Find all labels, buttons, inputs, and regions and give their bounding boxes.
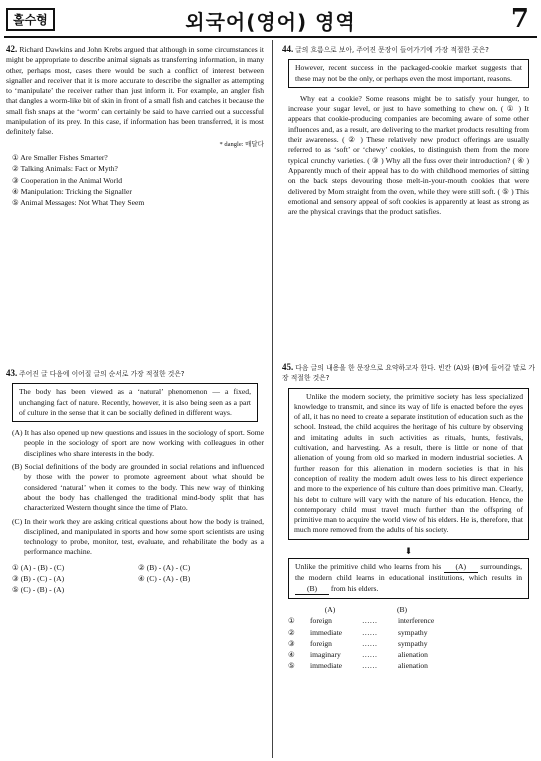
- q45-option-5[interactable]: ⑤ immediate …… alienation: [288, 661, 428, 671]
- question-45: [282, 362, 535, 673]
- page-number: 7: [510, 4, 529, 34]
- blank-b: (B): [295, 584, 329, 595]
- q43-option-5[interactable]: ⑤ (C) - (B) - (A): [12, 585, 65, 595]
- column-divider: [272, 40, 273, 758]
- question-43: [6, 368, 264, 597]
- q44-given-box: However, recent success in the packaged-cookie market suggests that these may not be the only, or perhaps even the most important, reasons.: [288, 59, 529, 88]
- q45-summary-box: Unlike the primitive child who learns from his (A) surroundings, the modern child learns in educational institutions, which results in (B) from his elders.: [288, 558, 529, 599]
- q43-prompt: 43. 주어진 글 다음에 이어질 글의 순서로 가장 적절한 것은?: [6, 368, 185, 378]
- exam-type-badge: 홀수형: [6, 8, 55, 31]
- down-arrow-icon: ⬇: [404, 545, 413, 556]
- q45-option-4[interactable]: ④ imaginary …… alienation: [288, 650, 428, 660]
- q43-option-1[interactable]: ① (A) - (B) - (C): [12, 562, 65, 572]
- q42-option-3[interactable]: ③ Cooperation in the Animal World: [12, 175, 123, 185]
- q45-option-3[interactable]: ③ foreign …… sympathy: [288, 638, 428, 648]
- q42-gloss: * dangle: 매달다: [219, 140, 264, 148]
- q42-passage: 42. Richard Dawkins and John Krebs argued that although in some circumstances it might be appropriate to describe animal signals as transferring information, in many other, perhaps most, cases there would be such a conflict of interest between signaller and receiver that it is more accurate to describe the signaller as attempting to ‘manipulate’ the receiver rather than just inform it. For example, an angler fish that dangles a worm-like bit of skin in front of a small fish and catches it because the small fish snaps at the ‘worm’ can certainly be said to have carried out a successful manipulation of its prey. In this case, if information has been transferred, it is most definitely false.: [6, 44, 265, 137]
- q43-option-2[interactable]: ② (B) - (A) - (C): [138, 562, 191, 572]
- question-44: [282, 44, 535, 217]
- q43-section-a: (A) It has also opened up new questions and issues in the sociology of sport. Some people in the sociology of sport are now working with colleagues in other disciplines who share interests in the body.: [12, 428, 264, 458]
- q43-given-box: The body has been viewed as a ‘natural’ phenomenon — a fixed, unchanging fact of nature. Recently, however, it is also being seen as a part of culture in the sense that it can be socially defined in different ways.: [12, 383, 258, 422]
- q43-option-3[interactable]: ③ (B) - (C) - (A): [12, 574, 65, 584]
- q42-option-4[interactable]: ④ Manipulation: Tricking the Signaller: [12, 186, 132, 196]
- header-divider: [4, 36, 537, 38]
- q43-option-4[interactable]: ④ (C) - (A) - (B): [138, 574, 191, 584]
- q44-prompt: 44. 글의 흐름으로 보아, 주어진 문장이 들어가기에 가장 적절한 곳은?: [282, 44, 489, 54]
- q42-number: 42.: [6, 44, 18, 54]
- page-header: [0, 0, 541, 40]
- q42-option-2[interactable]: ② Talking Animals: Fact or Myth?: [12, 164, 118, 174]
- q45-option-1[interactable]: ① foreign …… interference: [288, 616, 435, 626]
- q43-section-c: (C) In their work they are asking critical questions about how the body is trained, disciplined, and manipulated in sports and how some sport scientists are using technology to probe, monitor, test, evaluate, and rehabilitate the body as a performance machine.: [12, 516, 264, 557]
- q45-passage-box: [288, 388, 529, 540]
- q42-option-1[interactable]: ① Are Smaller Fishes Smarter?: [12, 152, 108, 162]
- q42-option-5[interactable]: ⑤ Animal Messages: Not What They Seem: [12, 198, 145, 208]
- q45-column-headers: (A) (B): [324, 604, 408, 614]
- question-42: [6, 44, 264, 209]
- q45-option-2[interactable]: ② immediate …… sympathy: [288, 627, 428, 637]
- page-title: 외국어(영어) 영역: [185, 10, 356, 34]
- blank-a: (A): [444, 562, 478, 573]
- q44-passage: Why eat a cookie? Some reasons might be to satisfy your hunger, to increase your sugar level, or just to have something to chew on. ( ① ) It appears that cookie-producing companies are becoming aware of some other influences and, as a result, are delivering to the market products resulting from their awareness. ( ② ) These relatively new product offerings are usually referred to as ‘soft’ or ‘chewy’ cookies, to distinguish them from the more typical crunchy varieties. ( ③ ) Why all the fuss over their introduction? ( ④ ) Apparently much of their appeal has to do with childhood memories of sitting on the back steps devouring those melt-in-your-mouth cookies that were delivered by Mom straight from the oven, while they were still soft. ( ⑤ ) This emotional and sensory appeal of soft cookies is apparently at least as strong as are the physical cravings that the product satisfies.: [288, 93, 529, 217]
- q43-section-b: (B) Social definitions of the body are grounded in social relations and influenced by those with the power to promote agreement about what should be considered ‘natural’ when it comes to the body. This new way of thinking about the body has challenged the traditional mind-body split that has characterized Western thought since the time of Plato.: [12, 462, 264, 513]
- q45-passage: Unlike the modern society, the primitive society has less specialized knowledge to transmit, and since its way of life is enacted before the eyes of all, it has no need to create a separate institution of education such as the school. Instead, the child acquires the heritage of his culture by observing and imitating adults in such activities as rituals, hunts, festivals, cultivation, and harvesting. As a result, there is little or none of that alienation of young from old so marked in modern industrial societies. A further reason for this alienation in modern societies is that in his conception of reality the modern adult owes less to his direct experience and more to the experience of his culture than does primitive man. Clearly, his debt to culture will vary with the nature of his education. Hence, the contemporary child must travel much further than the offspring of primitive man to acquire the world view of his elders. He is, therefore, that much more removed from the adults of his society.: [294, 391, 523, 535]
- q45-prompt: 45. 다음 글의 내용을 한 문장으로 요약하고자 한다. 빈칸 (A)와 (B)에 들어갈 말로 가장 적절한 것은?: [282, 362, 535, 383]
